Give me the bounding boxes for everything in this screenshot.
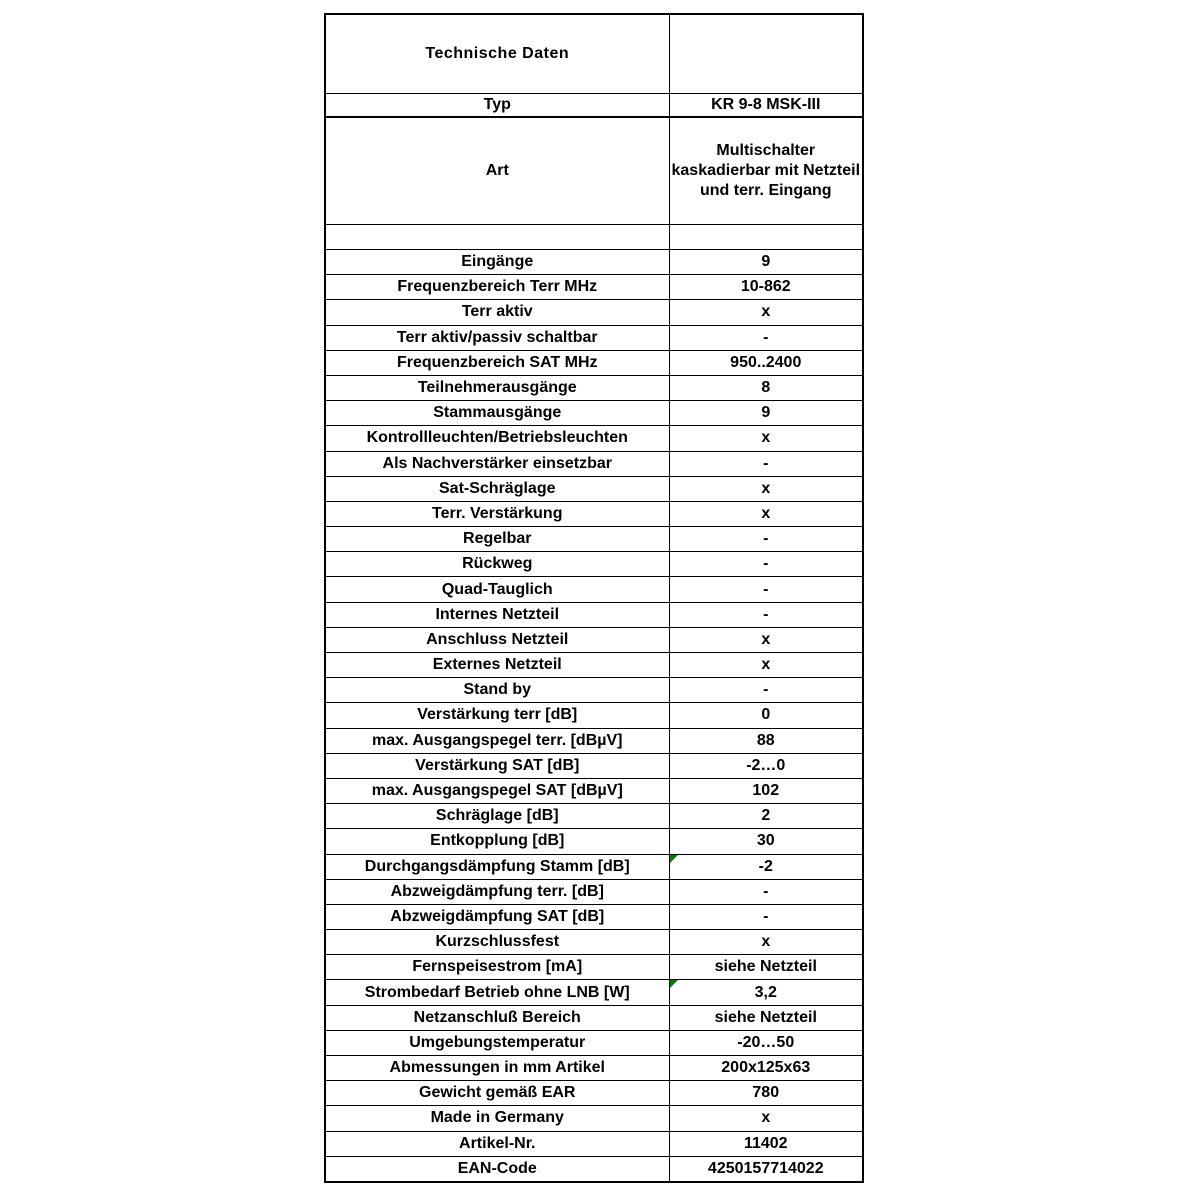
- spec-row: [325, 778, 863, 803]
- spec-value-text: -2: [758, 857, 773, 875]
- spec-value-cell: [669, 325, 863, 350]
- spec-label: Quad-Tauglich: [325, 577, 669, 602]
- spec-row: [325, 980, 863, 1005]
- spec-value-text: -: [763, 555, 769, 573]
- spec-value-cell: [669, 577, 863, 602]
- art-value-line: Multischalter: [716, 142, 816, 159]
- spec-label: Stand by: [325, 678, 669, 703]
- spec-row: [325, 804, 863, 829]
- spec-value-text: 88: [756, 731, 775, 749]
- spec-row: [325, 653, 863, 678]
- spec-label: Abmessungen in mm Artikel: [325, 1056, 669, 1081]
- comment-indicator-icon: [670, 855, 678, 863]
- spec-label: Als Nachverstärker einsetzbar: [325, 451, 669, 476]
- spec-row: [325, 1081, 863, 1106]
- spec-value-cell: [669, 627, 863, 652]
- spec-row: [325, 275, 863, 300]
- spec-row: [325, 250, 863, 275]
- spec-row: [325, 904, 863, 929]
- spec-label: Netzanschluß Bereich: [325, 1005, 669, 1030]
- spec-label: Verstärkung SAT [dB]: [325, 753, 669, 778]
- spec-value-text: -20…50: [737, 1033, 795, 1051]
- spec-row: [325, 955, 863, 980]
- spec-label: Terr. Verstärkung: [325, 501, 669, 526]
- spec-label: Abzweigdämpfung terr. [dB]: [325, 879, 669, 904]
- spec-label: Kontrollleuchten/Betriebsleuchten: [325, 426, 669, 451]
- spec-value-text: siehe Netzteil: [714, 958, 817, 976]
- spec-value-text: 10-862: [740, 278, 791, 296]
- title-empty-cell: [669, 14, 863, 94]
- spec-value-text: x: [761, 504, 771, 522]
- spec-row: [325, 1005, 863, 1030]
- spec-row: [325, 627, 863, 652]
- title-row: [325, 14, 863, 94]
- spec-row: [325, 501, 863, 526]
- art-value: [669, 117, 863, 225]
- spec-row: [325, 300, 863, 325]
- art-value-line: kaskadierbar mit Netzteil: [671, 162, 861, 179]
- spec-row: [325, 854, 863, 879]
- spec-row: [325, 678, 863, 703]
- spec-value-cell: [669, 1056, 863, 1081]
- spec-row: [325, 1106, 863, 1131]
- spec-row: [325, 602, 863, 627]
- spec-label: Anschluss Netzteil: [325, 627, 669, 652]
- spec-row: [325, 375, 863, 400]
- spec-value-cell: [669, 904, 863, 929]
- spec-value-cell: [669, 930, 863, 955]
- spec-value-text: 950..2400: [730, 353, 802, 371]
- spec-value-text: 200x125x63: [721, 1059, 811, 1077]
- spec-row: [325, 1056, 863, 1081]
- spec-label: Strombedarf Betrieb ohne LNB [W]: [325, 980, 669, 1005]
- spec-value-cell: [669, 753, 863, 778]
- art-label: Art: [325, 117, 669, 225]
- comment-indicator-icon: [670, 980, 678, 988]
- spec-label: Terr aktiv: [325, 300, 669, 325]
- spec-value-cell: [669, 804, 863, 829]
- spec-value-cell: [669, 703, 863, 728]
- spec-value-cell: [669, 1131, 863, 1156]
- spec-value-text: -: [763, 580, 769, 598]
- spec-row: [325, 1131, 863, 1156]
- spec-value-cell: [669, 1081, 863, 1106]
- spec-value-text: 4250157714022: [707, 1159, 824, 1177]
- spec-value-cell: [669, 275, 863, 300]
- typ-row: [325, 94, 863, 118]
- spec-value-cell: [669, 955, 863, 980]
- spec-value-cell: [669, 527, 863, 552]
- spec-row: [325, 829, 863, 854]
- spec-value-text: x: [761, 656, 771, 674]
- technical-data-table: [324, 13, 864, 1183]
- spec-value-text: -: [763, 605, 769, 623]
- art-value-line: und terr. Eingang: [699, 182, 832, 199]
- spec-value-cell: [669, 375, 863, 400]
- spec-value-text: 780: [752, 1084, 780, 1102]
- spec-value-text: 2: [761, 807, 771, 825]
- spec-label: Regelbar: [325, 527, 669, 552]
- spec-row: [325, 753, 863, 778]
- spec-value-text: x: [761, 429, 771, 447]
- spacer-label-cell: [325, 225, 669, 250]
- spec-value-cell: [669, 1156, 863, 1182]
- spec-row: [325, 426, 863, 451]
- spec-value-cell: [669, 980, 863, 1005]
- spec-label: Fernspeisestrom [mA]: [325, 955, 669, 980]
- spec-value-text: x: [761, 479, 771, 497]
- spec-value-text: 9: [761, 404, 771, 422]
- spec-label: Entkopplung [dB]: [325, 829, 669, 854]
- spec-value-cell: [669, 1030, 863, 1055]
- spec-value-cell: [669, 653, 863, 678]
- spec-label: Kurzschlussfest: [325, 930, 669, 955]
- spec-row: [325, 1156, 863, 1182]
- spec-value-text: -: [763, 328, 769, 346]
- spec-value-text: -: [763, 454, 769, 472]
- spec-value-cell: [669, 350, 863, 375]
- spec-label: Frequenzbereich SAT MHz: [325, 350, 669, 375]
- spec-label: Teilnehmerausgänge: [325, 375, 669, 400]
- spec-value-text: 0: [761, 706, 771, 724]
- spec-label: Frequenzbereich Terr MHz: [325, 275, 669, 300]
- spec-row: [325, 401, 863, 426]
- typ-value: KR 9-8 MSK-III: [669, 94, 863, 118]
- art-row: [325, 117, 863, 225]
- spec-row: [325, 451, 863, 476]
- spec-value-cell: [669, 728, 863, 753]
- spacer-value-cell: [669, 225, 863, 250]
- spec-value-cell: [669, 879, 863, 904]
- spec-label: Sat-Schräglage: [325, 476, 669, 501]
- spec-row: [325, 527, 863, 552]
- page-title: Technische Daten: [325, 14, 669, 94]
- spec-value-text: 3,2: [754, 983, 777, 1001]
- spec-value-text: -: [763, 530, 769, 548]
- spec-label: Gewicht gemäß EAR: [325, 1081, 669, 1106]
- spec-value-text: -: [763, 882, 769, 900]
- spec-label: Abzweigdämpfung SAT [dB]: [325, 904, 669, 929]
- spec-value-cell: [669, 854, 863, 879]
- spec-label: Verstärkung terr [dB]: [325, 703, 669, 728]
- spec-row: [325, 879, 863, 904]
- spec-label: Terr aktiv/passiv schaltbar: [325, 325, 669, 350]
- spec-value-cell: [669, 1106, 863, 1131]
- spec-label: Externes Netzteil: [325, 653, 669, 678]
- spec-row: [325, 476, 863, 501]
- spec-value-text: x: [761, 933, 771, 951]
- spec-label: Made in Germany: [325, 1106, 669, 1131]
- spec-value-cell: [669, 1005, 863, 1030]
- spec-value-cell: [669, 778, 863, 803]
- spec-label: Stammausgänge: [325, 401, 669, 426]
- spec-row: [325, 703, 863, 728]
- spec-row: [325, 930, 863, 955]
- spec-value-text: -2…0: [746, 756, 786, 774]
- spec-label: Internes Netzteil: [325, 602, 669, 627]
- spec-value-text: 9: [761, 253, 771, 271]
- spec-value-cell: [669, 678, 863, 703]
- spec-label: Artikel-Nr.: [325, 1131, 669, 1156]
- spec-value-text: 102: [752, 782, 780, 800]
- spec-value-cell: [669, 552, 863, 577]
- spec-value-cell: [669, 602, 863, 627]
- spec-value-text: x: [761, 1109, 771, 1127]
- spec-value-text: -: [763, 907, 769, 925]
- spec-label: Schräglage [dB]: [325, 804, 669, 829]
- spec-value-text: siehe Netzteil: [714, 1008, 817, 1026]
- spec-row: [325, 728, 863, 753]
- spec-row: [325, 552, 863, 577]
- spacer-row: [325, 225, 863, 250]
- spec-value-cell: [669, 426, 863, 451]
- spec-label: max. Ausgangspegel SAT [dBµV]: [325, 778, 669, 803]
- spec-row: [325, 1030, 863, 1055]
- spec-label: max. Ausgangspegel terr. [dBµV]: [325, 728, 669, 753]
- spec-value-cell: [669, 451, 863, 476]
- spec-value-text: x: [761, 630, 771, 648]
- spec-value-cell: [669, 250, 863, 275]
- spec-value-text: x: [761, 303, 771, 321]
- spec-value-cell: [669, 501, 863, 526]
- spec-row: [325, 325, 863, 350]
- spec-value-text: -: [763, 681, 769, 699]
- spec-row: [325, 350, 863, 375]
- spec-value-cell: [669, 829, 863, 854]
- spec-value-cell: [669, 476, 863, 501]
- spec-label: Umgebungstemperatur: [325, 1030, 669, 1055]
- spec-label: EAN-Code: [325, 1156, 669, 1182]
- spec-label: Durchgangsdämpfung Stamm [dB]: [325, 854, 669, 879]
- spec-value-cell: [669, 401, 863, 426]
- spec-value-text: 30: [756, 832, 775, 850]
- spec-value-text: 11402: [743, 1134, 788, 1152]
- typ-label: Typ: [325, 94, 669, 118]
- spec-label: Eingänge: [325, 250, 669, 275]
- spec-row: [325, 577, 863, 602]
- spec-label: Rückweg: [325, 552, 669, 577]
- spec-value-cell: [669, 300, 863, 325]
- spec-value-text: 8: [761, 379, 771, 397]
